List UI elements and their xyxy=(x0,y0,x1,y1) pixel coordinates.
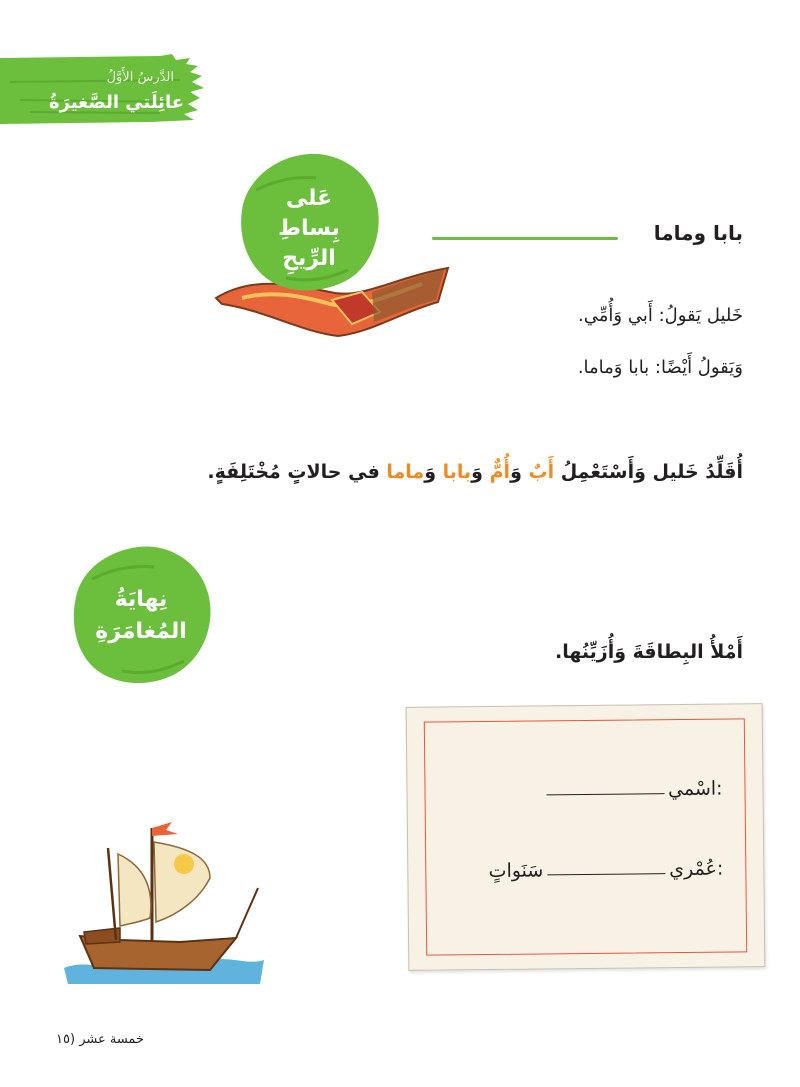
highlight-word: ماما xyxy=(386,461,425,483)
name-label: اسْمي: xyxy=(667,777,723,801)
text-line: خَليل يَقولُ: أَبي وَأُمِّي. xyxy=(578,305,743,326)
blob-line-1: نِهايَةُ xyxy=(114,587,168,612)
heading-rule xyxy=(432,237,618,240)
instruction-fill-card: أَمْلأُ البِطاقَةَ وَأُزَيِّنُها. xyxy=(555,641,743,663)
blob-line-1: عَلى xyxy=(285,186,333,211)
lesson-label: الدَّرسُ الأَوَّلُ xyxy=(106,70,174,85)
conjunction: وَ xyxy=(471,461,490,483)
name-blank-line[interactable] xyxy=(546,792,664,795)
instruction-text: أُقَلِّدُ خَليل وَأَسْتَعْمِلُ xyxy=(554,461,743,483)
highlight-word: أَبٌ xyxy=(528,461,555,483)
instruction-imitate xyxy=(207,461,743,483)
card-frame xyxy=(424,718,747,955)
page-footer xyxy=(56,1032,144,1047)
lesson-banner xyxy=(0,52,206,126)
adventure-end-blob xyxy=(68,543,214,689)
blob-line-2: بِساطِ xyxy=(278,216,340,241)
lesson-title: عائِلَتي الصَّغيرَةُ xyxy=(49,92,184,113)
age-suffix: سَنَواتٍ xyxy=(488,859,544,883)
highlight-word: بابا xyxy=(442,461,472,483)
name-field[interactable] xyxy=(542,778,723,802)
blob-line-3: الرِّيحِ xyxy=(282,246,336,271)
age-blank-line[interactable] xyxy=(547,872,665,875)
blob-line-2: المُغامَرَةِ xyxy=(95,619,187,644)
highlight-word: أُمٌّ xyxy=(489,461,511,483)
green-paint-blob xyxy=(68,543,214,689)
section-heading: بابا وماما xyxy=(653,221,743,245)
conjunction: وَ xyxy=(424,461,443,483)
page-number: ١٥ xyxy=(56,1032,70,1047)
adventure-title-blob xyxy=(236,150,382,296)
age-field[interactable] xyxy=(489,858,724,882)
page-number-word: خمسة عشر xyxy=(79,1032,144,1047)
sailing-ship-illustration xyxy=(60,818,270,988)
identity-card xyxy=(406,703,766,971)
brush-stroke-banner xyxy=(0,52,206,126)
page-number-bracket: ( xyxy=(69,1032,76,1047)
conjunction: وَ xyxy=(510,461,529,483)
age-label: عُمْري: xyxy=(669,857,724,881)
text-line: وَيَقولُ أَيْضًا: بابا وَماما. xyxy=(577,357,743,378)
instruction-text: في حالاتٍ مُخْتَلِفَةٍ. xyxy=(207,461,387,483)
